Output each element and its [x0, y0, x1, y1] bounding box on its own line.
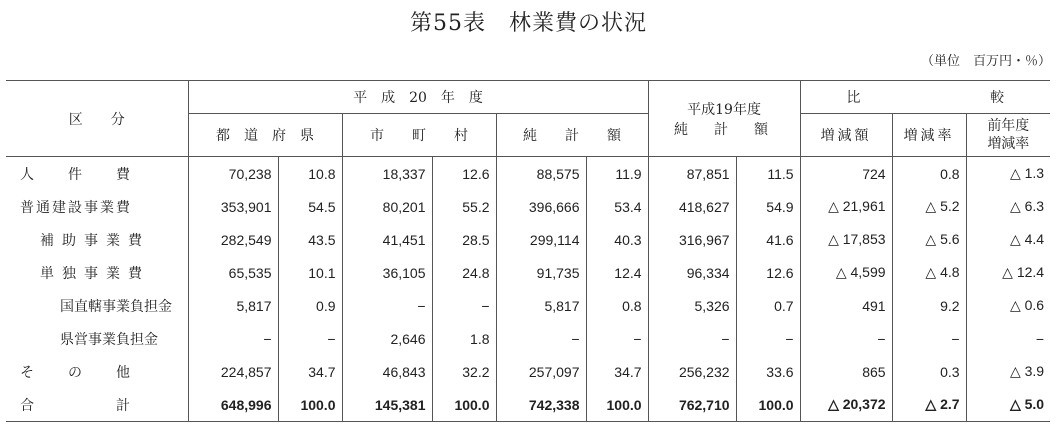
- table-cell: −: [342, 289, 432, 322]
- table-row: [6, 388, 1050, 422]
- col-header-net-total: 純 計 額: [496, 114, 648, 157]
- table-cell: △ 20,372: [800, 388, 892, 422]
- table-cell: 41.6: [736, 223, 800, 256]
- table-cell: 34.7: [586, 355, 648, 388]
- table-cell: △ 4.8: [892, 256, 966, 289]
- table-cell: −: [188, 322, 278, 355]
- table-cell: △ 6.3: [966, 190, 1050, 223]
- table-cell: 33.6: [736, 355, 800, 388]
- table-cell: 282,549: [188, 223, 278, 256]
- table-cell: 55.2: [432, 190, 496, 223]
- table-cell: 100.0: [432, 388, 496, 422]
- row-label: 普通建設事業費: [20, 199, 132, 216]
- row-label: 県営事業負担金: [60, 331, 158, 348]
- table-cell: −: [800, 322, 892, 355]
- col-header-h19: 平成19年度 純 計 額: [648, 81, 800, 157]
- table-cell: 224,857: [188, 355, 278, 388]
- table-cell: 0.8: [892, 157, 966, 191]
- table-cell: 5,817: [188, 289, 278, 322]
- table-cell: 257,097: [496, 355, 586, 388]
- forestry-expense-table: [6, 80, 1050, 422]
- row-label: 補助事業費: [40, 232, 150, 249]
- table-cell: 396,666: [496, 190, 586, 223]
- table-cell: 65,535: [188, 256, 278, 289]
- table-row: [6, 355, 1050, 388]
- table-cell: 70,238: [188, 157, 278, 191]
- table-cell: 54.9: [736, 190, 800, 223]
- table-cell: −: [648, 322, 736, 355]
- table-cell: 12.6: [736, 256, 800, 289]
- table-cell: 32.2: [432, 355, 496, 388]
- col-header-diff: 増減額: [800, 114, 892, 157]
- col-header-prefecture: 都 道 府 県: [188, 114, 342, 157]
- table-cell: 36,105: [342, 256, 432, 289]
- table-cell: △ 5.0: [966, 388, 1050, 422]
- table-cell: −: [892, 322, 966, 355]
- table-cell: 353,901: [188, 190, 278, 223]
- table-cell: 91,735: [496, 256, 586, 289]
- table-cell: 0.7: [736, 289, 800, 322]
- table-cell: △ 4.4: [966, 223, 1050, 256]
- col-header-category: 区 分: [6, 81, 188, 157]
- col-header-municipality: 市 町 村: [342, 114, 496, 157]
- table-cell: 24.8: [432, 256, 496, 289]
- table-cell: 299,114: [496, 223, 586, 256]
- table-cell: 87,851: [648, 157, 736, 191]
- table-cell: △ 17,853: [800, 223, 892, 256]
- table-cell: 10.8: [278, 157, 342, 191]
- table-cell: 491: [800, 289, 892, 322]
- table-cell: 418,627: [648, 190, 736, 223]
- table-cell: 88,575: [496, 157, 586, 191]
- table-cell: 742,338: [496, 388, 586, 422]
- table-cell: △ 1.3: [966, 157, 1050, 191]
- table-cell: 43.5: [278, 223, 342, 256]
- table-cell: 762,710: [648, 388, 736, 422]
- table-cell: 53.4: [586, 190, 648, 223]
- table-cell: 0.8: [586, 289, 648, 322]
- table-row: [6, 157, 1050, 191]
- table-cell: △ 5.6: [892, 223, 966, 256]
- row-label: そ の 他: [20, 364, 132, 381]
- table-cell: 41,451: [342, 223, 432, 256]
- table-row: [6, 223, 1050, 256]
- table-cell: 11.9: [586, 157, 648, 191]
- table-cell: 724: [800, 157, 892, 191]
- table-cell: 10.1: [278, 256, 342, 289]
- table-cell: △ 0.6: [966, 289, 1050, 322]
- table-row: [6, 289, 1050, 322]
- row-label: 人 件 費: [20, 166, 132, 183]
- table-cell: 9.2: [892, 289, 966, 322]
- table-cell: 28.5: [432, 223, 496, 256]
- table-cell: 34.7: [278, 355, 342, 388]
- table-cell: 145,381: [342, 388, 432, 422]
- table-cell: △ 3.9: [966, 355, 1050, 388]
- table-row: [6, 256, 1050, 289]
- table-cell: 100.0: [586, 388, 648, 422]
- table-cell: 256,232: [648, 355, 736, 388]
- table-cell: 5,326: [648, 289, 736, 322]
- table-cell: 40.3: [586, 223, 648, 256]
- table-cell: △ 4,599: [800, 256, 892, 289]
- table-cell: 46,843: [342, 355, 432, 388]
- table-cell: 54.5: [278, 190, 342, 223]
- table-row: [6, 190, 1050, 223]
- col-header-prev-rate: 前年度 増減率: [966, 114, 1050, 157]
- table-cell: 18,337: [342, 157, 432, 191]
- table-cell: 2,646: [342, 322, 432, 355]
- table-cell: 5,817: [496, 289, 586, 322]
- table-cell: −: [586, 322, 648, 355]
- table-cell: 100.0: [736, 388, 800, 422]
- table-cell: −: [432, 289, 496, 322]
- row-label: 合 計: [20, 397, 132, 414]
- table-cell: △ 21,961: [800, 190, 892, 223]
- col-header-rate: 増減率: [892, 114, 966, 157]
- table-cell: 0.3: [892, 355, 966, 388]
- table-cell: 80,201: [342, 190, 432, 223]
- table-cell: 0.9: [278, 289, 342, 322]
- table-cell: △ 2.7: [892, 388, 966, 422]
- table-cell: 865: [800, 355, 892, 388]
- col-header-h20: 平 成 20 年 度: [188, 81, 648, 114]
- row-label: 単独事業費: [40, 265, 150, 282]
- table-cell: 648,996: [188, 388, 278, 422]
- table-cell: △ 12.4: [966, 256, 1050, 289]
- table-body: [6, 157, 1050, 422]
- col-header-compare: 比 較: [800, 81, 1050, 114]
- table-cell: 100.0: [278, 388, 342, 422]
- table-row: [6, 322, 1050, 355]
- table-cell: −: [496, 322, 586, 355]
- table-cell: 316,967: [648, 223, 736, 256]
- table-title: 第55表 林業費の状況: [410, 11, 647, 36]
- table-cell: −: [736, 322, 800, 355]
- row-label: 国直轄事業負担金: [60, 298, 172, 315]
- unit-note: （単位 百万円・％）: [920, 54, 1051, 69]
- table-cell: 12.6: [432, 157, 496, 191]
- table-cell: 12.4: [586, 256, 648, 289]
- table-cell: −: [278, 322, 342, 355]
- table-cell: −: [966, 322, 1050, 355]
- table-cell: △ 5.2: [892, 190, 966, 223]
- table-cell: 11.5: [736, 157, 800, 191]
- table-cell: 96,334: [648, 256, 736, 289]
- table-cell: 1.8: [432, 322, 496, 355]
